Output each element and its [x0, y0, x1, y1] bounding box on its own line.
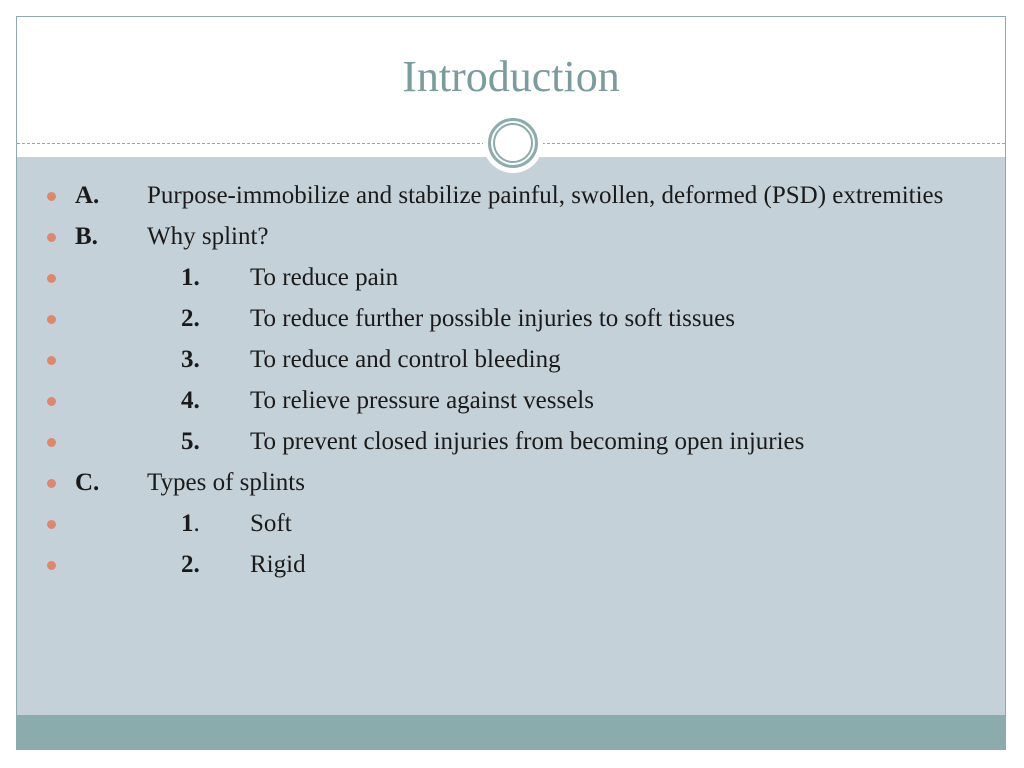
bullet-icon — [47, 479, 56, 488]
item-label-number: 1 — [181, 510, 194, 537]
bullet-icon — [47, 561, 56, 570]
item-text: To prevent closed injuries from becoming open injuries — [250, 428, 805, 455]
bullet-icon — [47, 192, 56, 201]
list-item — [17, 302, 1005, 336]
item-label: 3. — [181, 346, 200, 373]
item-text: Why splint? — [147, 223, 269, 250]
list-item — [17, 548, 1005, 582]
item-text: Rigid — [250, 551, 306, 578]
list-item — [17, 425, 1005, 459]
list-item — [17, 220, 1005, 254]
list-item — [17, 343, 1005, 377]
list-item — [17, 466, 1005, 500]
item-text: Soft — [250, 510, 292, 537]
bullet-icon — [47, 397, 56, 406]
item-label: B. — [75, 223, 98, 250]
bullet-icon — [47, 233, 56, 242]
bullet-icon — [47, 520, 56, 529]
bullet-icon — [47, 356, 56, 365]
footer-bar — [17, 715, 1005, 749]
bullet-list — [17, 179, 1005, 589]
list-item — [17, 384, 1005, 418]
item-label-suffix: . — [193, 510, 200, 537]
item-label — [181, 507, 200, 541]
list-item — [17, 507, 1005, 541]
bullet-icon — [47, 274, 56, 283]
item-text: To reduce pain — [250, 264, 399, 291]
item-label: 1. — [181, 264, 200, 291]
item-text: Purpose-immobilize and stabilize painful, swollen, deformed (PSD) extremities — [147, 182, 944, 209]
item-label: 2. — [181, 305, 200, 332]
item-label: 2. — [181, 551, 200, 578]
item-label: A. — [75, 182, 100, 209]
item-text: Types of splints — [147, 469, 305, 496]
item-label: 5. — [181, 428, 200, 455]
slide — [16, 16, 1006, 750]
list-item — [17, 261, 1005, 295]
item-text: To reduce and control bleeding — [250, 346, 561, 373]
item-text: To relieve pressure against vessels — [250, 387, 594, 414]
item-text: To reduce further possible injuries to soft tissues — [250, 305, 735, 332]
item-label: 4. — [181, 387, 200, 414]
bullet-icon — [47, 315, 56, 324]
item-label: C. — [75, 469, 100, 496]
bullet-icon — [47, 438, 56, 447]
list-item — [17, 179, 1005, 213]
slide-title: Introduction — [402, 52, 620, 101]
ring-inner-icon — [493, 123, 533, 163]
